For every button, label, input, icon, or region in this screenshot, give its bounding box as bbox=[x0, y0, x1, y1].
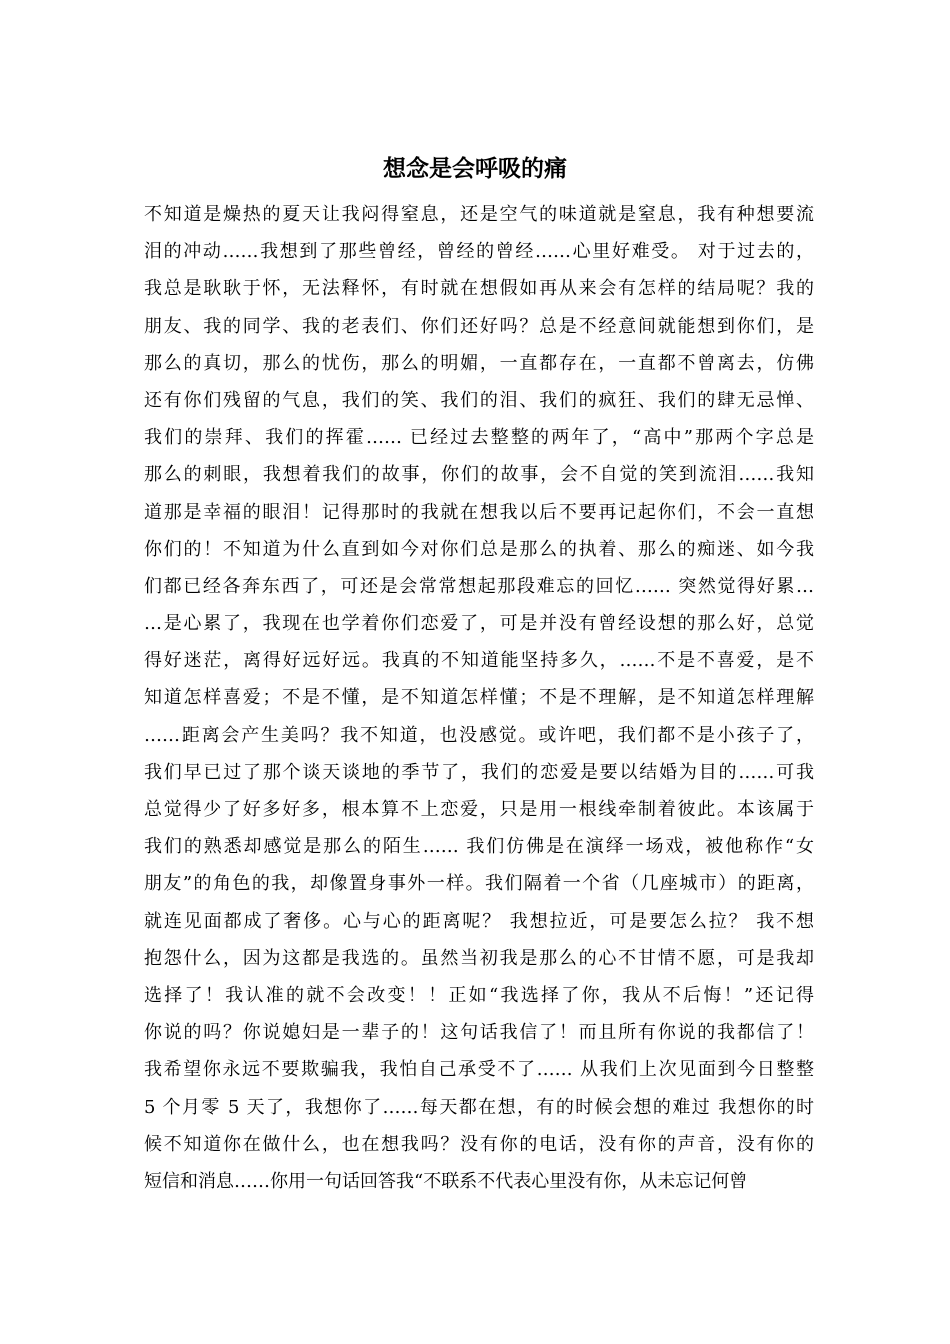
document-title: 想念是会呼吸的痛 bbox=[383, 156, 567, 182]
body-line: 你们的！不知道为什么直到如今对你们总是那么的执着、那么的痴迷、如今我 bbox=[144, 538, 814, 560]
body-line: 知道怎样喜爱；不是不懂，是不知道怎样懂；不是不理解，是不知道怎样理解 bbox=[144, 687, 814, 709]
body-line: ……距离会产生美吗？我不知道，也没感觉。或许吧，我们都不是小孩子了， bbox=[144, 724, 814, 746]
document-body bbox=[144, 196, 814, 1200]
body-line: 那么的刺眼，我想着我们的故事，你们的故事，会不自觉的笑到流泪……我知 bbox=[144, 464, 814, 486]
body-line: 就连见面都成了奢侈。心与心的距离呢？ 我想拉近，可是要怎么拉？ 我不想 bbox=[144, 910, 814, 932]
body-line: 泪的冲动……我想到了那些曾经，曾经的曾经……心里好难受。 对于过去的， bbox=[144, 241, 814, 263]
body-line: 我们的熟悉却感觉是那么的陌生…… 我们仿佛是在演绎一场戏，被他称作“女 bbox=[144, 836, 814, 858]
body-line: 朋友、我的同学、我的老表们、你们还好吗？总是不经意间就能想到你们，是 bbox=[144, 315, 814, 337]
body-line: 道那是幸福的眼泪！记得那时的我就在想我以后不要再记起你们，不会一直想 bbox=[144, 501, 814, 523]
body-line: 选择了！我认准的就不会改变！！正如“我选择了你，我从不后悔！”还记得 bbox=[144, 984, 814, 1006]
body-line: 还有你们残留的气息，我们的笑、我们的泪、我们的疯狂、我们的肆无忌惮、 bbox=[144, 389, 814, 411]
body-line: 们都已经各奔东西了，可还是会常常想起那段难忘的回忆…… 突然觉得好累… bbox=[144, 575, 814, 597]
body-line: 那么的真切，那么的忧伤，那么的明媚，一直都存在，一直都不曾离去，仿佛 bbox=[144, 352, 814, 374]
body-line: 我总是耿耿于怀，无法释怀，有时就在想假如再从来会有怎样的结局呢？我的 bbox=[144, 278, 814, 300]
body-line: 朋友”的角色的我，却像置身事外一样。我们隔着一个省（几座城市）的距离， bbox=[144, 873, 814, 895]
body-line: 短信和消息……你用一句话回答我“不联系不代表心里没有你，从未忘记何曾 bbox=[144, 1170, 748, 1192]
body-line: …是心累了，我现在也学着你们恋爱了，可是并没有曾经设想的那么好，总觉 bbox=[144, 613, 814, 635]
body-line: 我们早已过了那个谈天谈地的季节了，我们的恋爱是要以结婚为目的……可我 bbox=[144, 761, 814, 783]
body-line: 你说的吗？你说媳妇是一辈子的！这句话我信了！而且所有你说的我都信了！ bbox=[144, 1022, 814, 1044]
body-line: 我们的崇拜、我们的挥霍…… 已经过去整整的两年了，“高中”那两个字总是 bbox=[144, 427, 814, 449]
body-line: 候不知道你在做什么，也在想我吗？没有你的电话，没有你的声音，没有你的 bbox=[144, 1133, 814, 1155]
body-line: 得好迷茫，离得好远好远。我真的不知道能坚持多久，……不是不喜爱，是不 bbox=[144, 650, 814, 672]
body-line: 我希望你永远不要欺骗我，我怕自己承受不了…… 从我们上次见面到今日整整 bbox=[144, 1059, 814, 1081]
body-line: 5 个月零 5 天了，我想你了……每天都在想，有的时候会想的难过 我想你的时 bbox=[144, 1096, 814, 1118]
body-line: 总觉得少了好多好多，根本算不上恋爱，只是用一根线牵制着彼此。本该属于 bbox=[144, 799, 814, 820]
body-line: 不知道是燥热的夏天让我闷得窒息，还是空气的味道就是窒息，我有种想要流 bbox=[144, 204, 814, 225]
body-line: 抱怨什么，因为这都是我选的。虽然当初我是那么的心不甘情不愿，可是我却 bbox=[144, 947, 814, 969]
